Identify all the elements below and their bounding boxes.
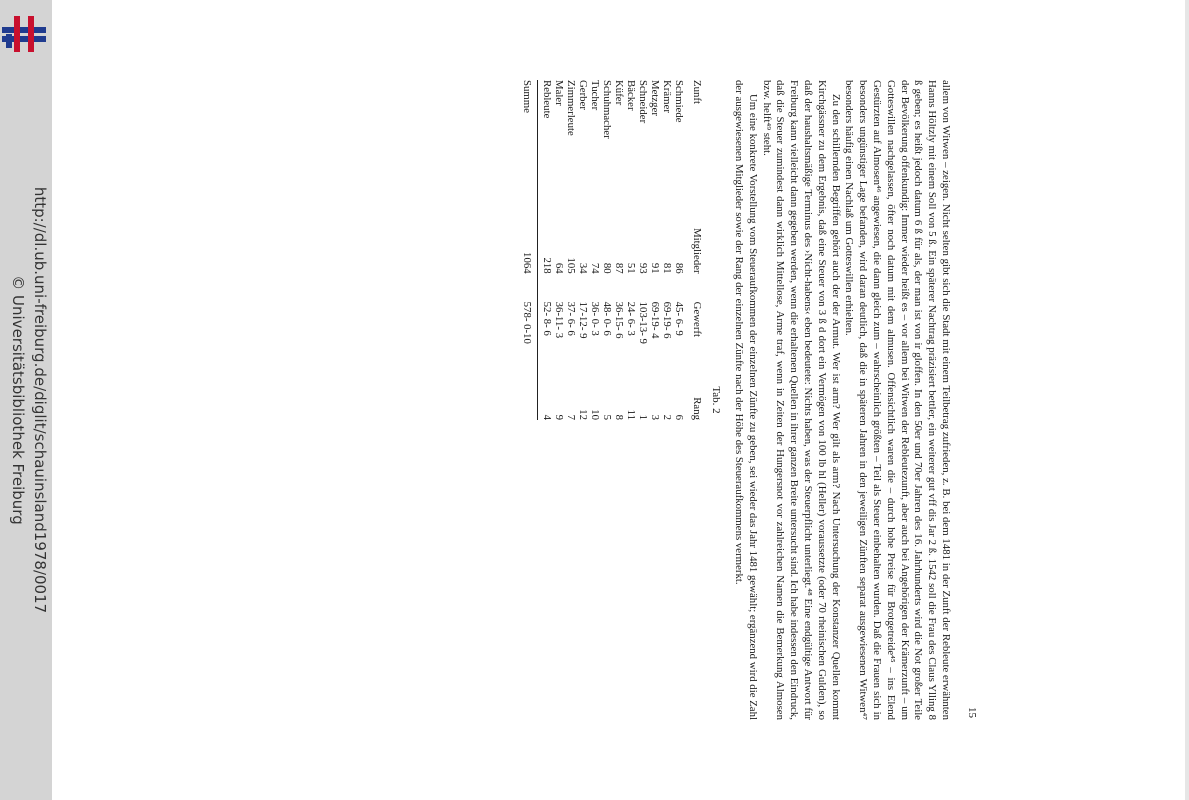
cell-rang: 12 bbox=[577, 409, 589, 420]
table-row bbox=[649, 80, 661, 420]
table-row bbox=[673, 80, 685, 420]
cell-zunft: Bäcker bbox=[625, 80, 637, 111]
cell-zunft: Tucher bbox=[589, 80, 601, 111]
table-row bbox=[565, 80, 577, 420]
cell-mitglieder: 105 bbox=[565, 257, 577, 274]
cell-zunft: Metzger bbox=[649, 80, 661, 116]
table-caption: Tab. 2 bbox=[710, 386, 722, 414]
cell-mitglieder: 74 bbox=[589, 262, 601, 274]
table-row bbox=[553, 80, 565, 420]
paragraph-3: Um eine konkrete Vorstellung vom Steueraufkommen der einzelnen Zünfte zu geben, sei wieder das Jahr 1481 gewählt; ergänzend wird die Zahl der ausgewiesenen Mitglieder sowie der Rang der einzelnen Zünfte nach der Höhe des Steueraufkommens vermerkt. bbox=[733, 80, 759, 720]
guild-tax-table bbox=[521, 80, 703, 420]
cell-gewerft: 45- 6- 9 bbox=[673, 301, 685, 336]
table-sum-row bbox=[521, 80, 538, 420]
cell-mitglieder: 86 bbox=[673, 262, 685, 274]
scanned-page bbox=[521, 80, 980, 720]
cell-zunft: Schuhmacher bbox=[601, 80, 613, 139]
table-row bbox=[613, 80, 625, 420]
cell-gewerft: 69-19- 6 bbox=[661, 301, 673, 339]
cell-mitglieder: 81 bbox=[661, 262, 673, 274]
cell-gewerft: 48- 0- 6 bbox=[601, 301, 613, 336]
cell-mitglieder: 51 bbox=[625, 262, 637, 274]
cell-gewerft: 37- 6- 6 bbox=[565, 301, 577, 336]
cell-mitglieder: 87 bbox=[613, 262, 625, 274]
header-mitglieder: Mitglieder bbox=[691, 228, 703, 274]
cell-zunft: Gerber bbox=[577, 80, 589, 110]
table-row bbox=[538, 80, 554, 420]
cell-zunft: Küfer bbox=[613, 80, 625, 106]
cell-rang: 4 bbox=[541, 414, 553, 420]
viewer-sidebar bbox=[0, 0, 52, 800]
cell-gewerft: 69-19- 4 bbox=[649, 301, 661, 339]
cell-gewerft: 52- 8- 6 bbox=[541, 301, 553, 336]
copyright-notice: © Universitätsbibliothek Freiburg bbox=[9, 275, 27, 525]
cell-zunft: Zimmerleute bbox=[565, 80, 577, 136]
sum-gewerft: 578- 0-10 bbox=[521, 302, 538, 388]
cell-rang: 9 bbox=[553, 414, 565, 420]
table-header-row bbox=[685, 80, 703, 420]
cell-rang: 3 bbox=[649, 414, 661, 420]
paragraph-1: allem von Witwen – zeigen. Nicht selten gibt sich die Stadt mit einem Teilbetrag zufrieden, z. B. bei dem 1481 in der Zunft der Rebleute erwähnten Hanns Höltzly mit einem Soll von 5 ß. Ein späterer Nachtrag präzisiert bettler, ein weiterer gut vff dis Jar 2 ß. 1542 soll die Frau des Claus Ylling 8 ß geben; es heißt jedoch datum 6 ß für als, der man ist von ir gloffen. In den 50er und 70er Jahren des 16. Jahrhunderts wird die Not großer Teile der Bevölkerung offenkundig: Immer wieder heißt es – vor allem bei Witwen der Rebleutezunft, aber auch bei Angehörigen der Krämerzunft – um Gotteswillen nachgelassen, öfter noch datum mit dem almusen. Offensichtlich waren die – durch hohe Preise für Brotgetreide⁴⁵ – ins Elend Gestürzten auf Almosen⁴⁶ angewiesen, die dann gleich zum – wahrscheinlich größten – Teil als Steuer einbehalten wurden. Daß die Frauen sich in besonders ungünstiger Lage befanden, wird daran deutlich, daß die in späteren Jahren in den jeweiligen Zünften separat ausgewiesenen Witwen⁴⁷ besonders häufig einen Nachlaß um Gotteswillen erhielten. bbox=[843, 80, 952, 720]
header-zunft: Zunft bbox=[691, 80, 703, 104]
page-number: 15 bbox=[966, 707, 978, 718]
table-row bbox=[661, 80, 673, 420]
table-row bbox=[637, 80, 649, 420]
sum-label: Summe bbox=[521, 80, 538, 209]
table-row bbox=[577, 80, 589, 420]
body-text bbox=[731, 80, 952, 720]
cell-rang: 6 bbox=[673, 414, 685, 420]
cell-zunft: Maler bbox=[553, 80, 565, 106]
cell-gewerft: 36- 0- 3 bbox=[589, 301, 601, 336]
cell-mitglieder: 64 bbox=[553, 262, 565, 274]
table-row bbox=[625, 80, 637, 420]
header-gewerft: Gewerft bbox=[691, 301, 703, 338]
cell-rang: 8 bbox=[613, 414, 625, 420]
cell-mitglieder: 93 bbox=[637, 262, 649, 274]
cell-rang: 1 bbox=[637, 414, 649, 420]
cell-rang: 2 bbox=[661, 414, 673, 420]
cell-zunft: Rebleute bbox=[541, 80, 553, 119]
sum-rang-empty bbox=[521, 388, 538, 420]
cell-gewerft: 103-13- 9 bbox=[637, 301, 649, 344]
viewer-right-edge bbox=[1185, 0, 1189, 800]
paragraph-2: Zu den schillernden Begriffen gehört auch der der Armut. Wer ist arm? Wer gilt als arm? Nach Untersuchung der Konstanzer Quellen kommt Kirchgässner zu dem Ergebnis, daß eine Steuer von 3 ß d dort ein Vermögen von 100 lb hl (Heller) voraussetzte (oder 70 rheinischen Gulden), so daß der haushaltsmäßige Terminus des ›Nicht-habens‹ eben bedeutete: Nichts haben, was der Steuerpflicht unterliegt.⁴⁸ Eine endgültige Antwort für Freiburg kann vielleicht dann gegeben werden, wenn die erhaltenen Quellen in ihrer ganzen Breite untersucht sind. Ich habe indessen den Eindruck, daß die Steuer zumindest dann wirklich Mittellose, Arme traf, wenn in Zeiten der Hungersnot vor zahlreichen Namen die Bemerkung Almosen bzw. helft⁴⁹ steht. bbox=[760, 80, 842, 720]
cell-mitglieder: 91 bbox=[649, 262, 661, 274]
cell-gewerft: 17-12- 9 bbox=[577, 301, 589, 339]
cell-mitglieder: 80 bbox=[601, 262, 613, 274]
cell-zunft: Schneider bbox=[637, 80, 649, 124]
cell-mitglieder: 34 bbox=[577, 262, 589, 274]
cell-rang: 7 bbox=[565, 414, 577, 420]
table-row bbox=[589, 80, 601, 420]
cell-zunft: Schmiede bbox=[673, 80, 685, 123]
cell-gewerft: 24- 6- 3 bbox=[625, 301, 637, 336]
cell-gewerft: 36-15- 6 bbox=[613, 301, 625, 339]
cell-rang: 10 bbox=[589, 409, 601, 420]
cell-gewerft: 36-11- 3 bbox=[553, 301, 565, 339]
table-row bbox=[601, 80, 613, 420]
cell-mitglieder: 218 bbox=[541, 257, 553, 274]
document-url[interactable]: http://dl.ub.uni-freiburg.de/diglit/schauinsland1978/0017 bbox=[31, 186, 49, 614]
footer-credits bbox=[1, 0, 51, 800]
cell-rang: 5 bbox=[601, 414, 613, 420]
cell-zunft: Krämer bbox=[661, 80, 673, 113]
header-rang: Rang bbox=[691, 397, 703, 420]
sum-mitglieder: 1064 bbox=[521, 209, 538, 302]
cell-rang: 11 bbox=[625, 409, 637, 420]
